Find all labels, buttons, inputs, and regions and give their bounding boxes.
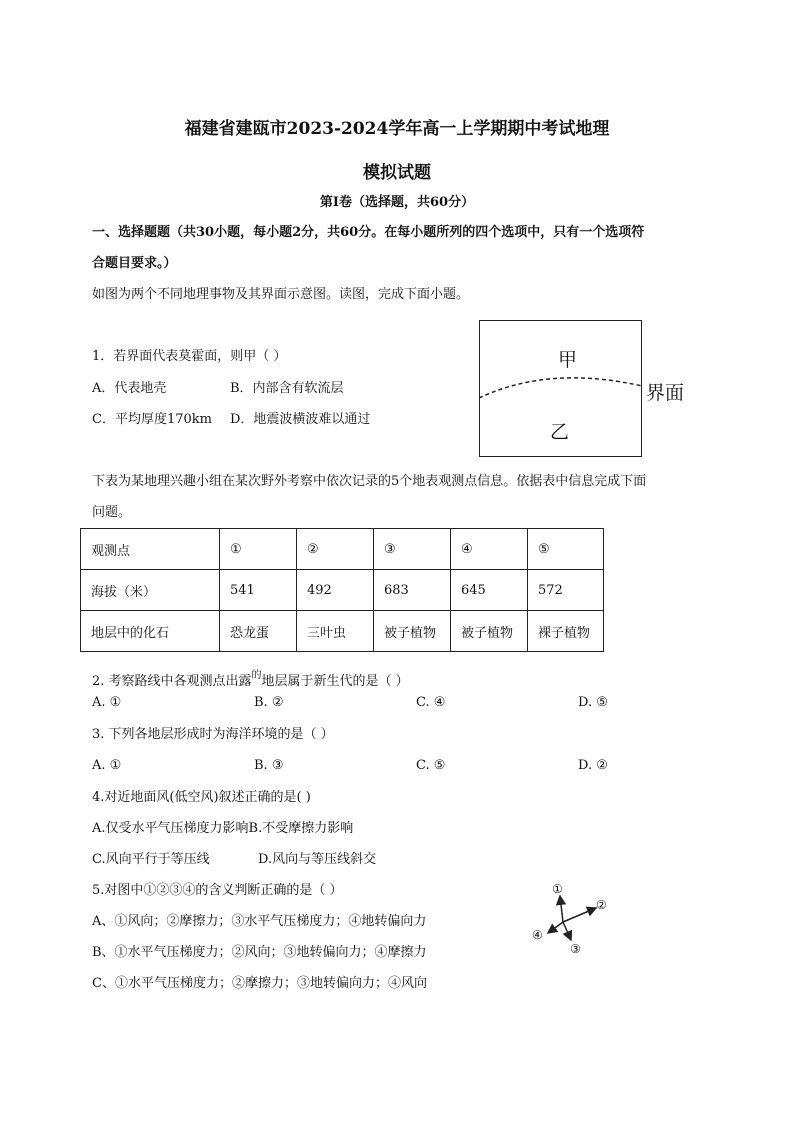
table-row [81, 611, 604, 652]
q3-option-d: D. ② [578, 758, 608, 773]
force-diagram [528, 880, 618, 960]
table-cell: ① [220, 529, 297, 570]
q5-option-a: A、①风向；②摩擦力；③水平气压梯度力；④地转偏向力 [92, 914, 427, 929]
q2-stem-b: 地层属于新生代的是（ ） [261, 674, 409, 689]
table-intro: 下表为某地理兴趣小组在某次野外考察中依次记录的5个地表观测点信息。依据表中信息完成下面 [92, 474, 647, 489]
q1-intro: 如图为两个不同地理事物及其界面示意图。读图，完成下面小题。 [92, 287, 470, 302]
q1-option-d: D．地震波横波难以通过 [230, 412, 371, 427]
table-cell: ③ [374, 529, 451, 570]
table-cell: 541 [220, 570, 297, 611]
q2-stem-a: 2. 考察路线中各观测点出露 [92, 674, 252, 689]
q2-option-a: A. ① [92, 695, 122, 710]
q3-stem: 3. 下列各地层形成时为海洋环境的是（ ） [92, 727, 334, 742]
q4-option-d: D.风向与等压线斜交 [258, 852, 377, 867]
table-cell: 恐龙蛋 [220, 611, 297, 652]
table-cell: 被子植物 [451, 611, 528, 652]
table-cell: ④ [451, 529, 528, 570]
section-heading-cont: 合题目要求。） [92, 256, 177, 271]
arrow-1 [560, 896, 563, 922]
table-cell: 地层中的化石 [81, 611, 220, 652]
q2-stem-sup: 的 [251, 670, 262, 681]
q5-option-b: B、①水平气压梯度力；②风向；③地转偏向力；④摩擦力 [92, 945, 427, 960]
q3-option-b: B. ③ [254, 758, 284, 773]
arrow-3 [563, 922, 571, 940]
table-row [81, 529, 604, 570]
q1-stem: 1．若界面代表莫霍面，则甲（ ） [92, 349, 287, 364]
q5-stem: 5.对图中①②③④的含义判断正确的是（ ） [92, 883, 343, 898]
q3-option-c: C. ⑤ [416, 758, 446, 773]
label-yi: 乙 [550, 421, 570, 443]
table-cell: ② [297, 529, 374, 570]
table-cell: 海拔（米） [81, 570, 220, 611]
label-1: ① [552, 882, 563, 896]
table-cell: 裸子植物 [528, 611, 604, 652]
q1-option-b: B．内部含有软流层 [230, 381, 344, 396]
q1-option-a: A．代表地壳 [92, 381, 167, 396]
q1-option-c: C．平均厚度170km [92, 412, 212, 427]
label-3: ③ [570, 942, 581, 956]
q2-stem [92, 667, 409, 691]
observation-table [80, 528, 604, 652]
interface-diagram [479, 320, 642, 457]
q3-option-a: A. ① [92, 758, 122, 773]
label-interface: 界面 [646, 382, 685, 404]
q4-option-ab: A.仅受水平气压梯度力影响B.不受摩擦力影响 [92, 821, 354, 836]
table-cell: 三叶虫 [297, 611, 374, 652]
q2-option-d: D. ⑤ [578, 695, 608, 710]
q2-option-b: B. ② [254, 695, 284, 710]
part-heading: 第Ⅰ卷（选择题，共60分） [319, 195, 475, 210]
table-cell: 683 [374, 570, 451, 611]
table-cell: 被子植物 [374, 611, 451, 652]
title-line-1: 福建省建瓯市2023-2024学年高一上学期期中考试地理 [184, 119, 610, 139]
q2-option-c: C. ④ [416, 695, 446, 710]
arrow-2 [563, 908, 596, 922]
table-cell: 观测点 [81, 529, 220, 570]
table-intro-cont: 问题。 [92, 505, 132, 520]
section-heading: 一、选择题题（共30小题，每小题2分，共60分。在每小题所列的四个选项中，只有一个选项符 [92, 225, 645, 240]
table-row [81, 570, 604, 611]
arrow-4 [548, 922, 563, 933]
table-cell: ⑤ [528, 529, 604, 570]
label-2: ② [596, 898, 607, 912]
q4-option-c: C.风向平行于等压线 [92, 852, 210, 867]
label-4: ④ [532, 928, 543, 942]
q5-option-c: C、①水平气压梯度力；②摩擦力；③地转偏向力；④风向 [92, 976, 427, 991]
label-jia: 甲 [558, 349, 578, 371]
table-cell: 645 [451, 570, 528, 611]
title-line-2: 模拟试题 [363, 163, 431, 183]
table-cell: 572 [528, 570, 604, 611]
table-cell: 492 [297, 570, 374, 611]
q4-stem: 4.对近地面风(低空风)叙述正确的是( ) [92, 790, 311, 805]
